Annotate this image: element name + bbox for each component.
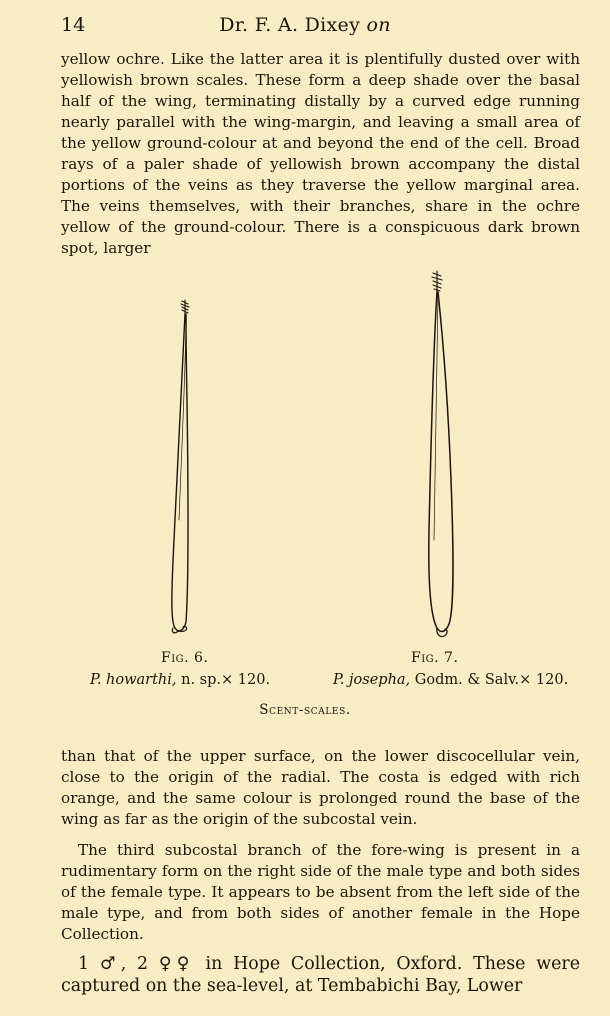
page-number: 14 <box>61 14 86 36</box>
scent-scale-fig6 <box>172 300 189 633</box>
body-paragraph-subcostal: The third subcostal branch of the fore-wing is present in a rudimentary form on the right side of the male type and both sides of the female type. It appears to be absent from the left side of the male type, and from both sides of another female in the Hope Collection. <box>61 841 580 943</box>
fig6-caption-rest: n. sp.× 120. <box>176 672 271 688</box>
body-paragraph-continued: than that of the upper surface, on the lower discocellular vein, close to the origin of the radial. The costa is edged with rich orange, and the same colour is prolonged round the base of the wing as far as the origin of the subcostal vein. <box>61 747 580 828</box>
body-paragraph-specimens: 1 ♂, 2 ♀♀ in Hope Collection, Oxford. These were captured on the sea-level, at Tembabichi Bay, Lower <box>61 954 580 996</box>
running-head-suffix: on <box>366 14 391 36</box>
fig7-label: Fig. 7. <box>411 650 459 666</box>
plate-caption: Scent-scales. <box>259 702 351 718</box>
scent-scale-fig7 <box>429 271 453 637</box>
fig6-caption <box>90 672 270 688</box>
scent-scales-illustration <box>0 260 610 650</box>
fig7-plume <box>432 271 442 292</box>
running-head <box>0 14 610 36</box>
fig6-plume <box>181 300 189 314</box>
fig7-caption-rest: Godm. & Salv.× 120. <box>410 672 569 688</box>
running-head-author: Dr. F. A. Dixey <box>219 14 361 36</box>
fig6-label: Fig. 6. <box>161 650 209 666</box>
fig7-scale-outline <box>429 292 453 631</box>
body-paragraph-top: yellow ochre. Like the latter area it is plentifully dusted over with yellowish brown scales. These form a deep shade over the basal half of the wing, terminating distally by a curved edge running nearly parallel with the wing-margin, and leaving a small area of the yellow ground-colour at and beyond the end of the cell. Broad rays of a paler shade of yellowish brown accompany the distal portions of the veins as they traverse the yellow marginal area. The veins themselves, with their branches, share in the ochre yellow of the ground-colour. There is a conspicuous dark brown spot, larger <box>61 50 580 257</box>
fig7-species: P. josepha, <box>333 672 411 688</box>
fig7-caption <box>333 672 568 688</box>
fig6-scale-outline <box>172 314 188 631</box>
fig6-species: P. howarthi, <box>90 672 177 688</box>
